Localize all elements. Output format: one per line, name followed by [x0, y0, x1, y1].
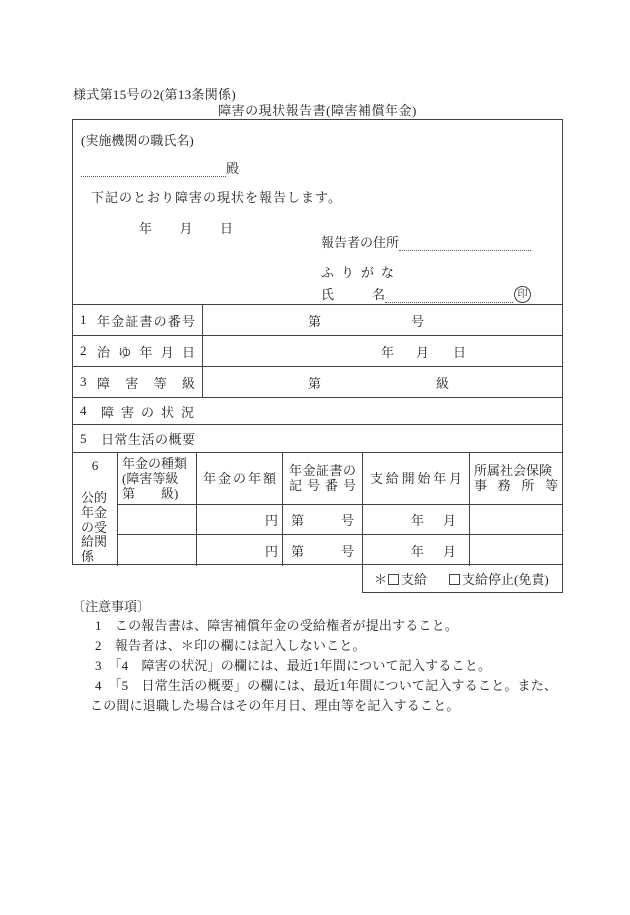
payment-start-header: 支給開始年月: [363, 453, 469, 505]
row3-value-cell[interactable]: 第 級: [308, 375, 450, 391]
name-label: 氏 名: [321, 287, 385, 302]
report-date-line[interactable]: 年月日: [139, 221, 233, 236]
seal-mark-icon: 印: [514, 286, 531, 303]
suspension-option: 支給停止(免責): [448, 569, 549, 588]
official-use-asterisk: ＊: [374, 572, 388, 587]
row1-label-cell: 1 年金証書の番号: [73, 305, 203, 335]
payment-option: 支給: [387, 569, 427, 588]
insurance-office-entry-1[interactable]: [470, 505, 562, 536]
row1-value-cell[interactable]: 第 号: [308, 313, 425, 329]
reporter-block: [321, 232, 531, 303]
col-certificate-number: [283, 453, 363, 566]
certificate-number-entry-1[interactable]: 第 号: [283, 505, 362, 536]
declaration-text: 下記のとおり障害の現状を報告します。: [91, 190, 342, 205]
section6-side-label: 公的年金の受給関係: [81, 490, 108, 565]
notes-section: [72, 598, 568, 716]
furigana-label: ふりがな: [321, 265, 402, 280]
reporter-address-row: [321, 232, 531, 251]
pension-type-entry-2[interactable]: [118, 535, 196, 566]
preamble-section: [73, 120, 562, 304]
insurance-office-header: 所属社会保険 事務所等: [470, 453, 562, 505]
note-item-2: 2 報告者は、＊印の欄には記入しないこと。: [95, 638, 366, 653]
form-box: [72, 119, 563, 565]
row-disability-condition[interactable]: 4 障害の状況: [73, 397, 562, 424]
agency-name-label: (実施機関の職氏名): [81, 133, 194, 148]
page-title: 障害の現状報告書(障害補償年金): [218, 103, 417, 118]
reporter-name-fill-field[interactable]: [385, 287, 513, 303]
col-pension-type: [118, 453, 197, 566]
addressee-fill-field[interactable]: [81, 161, 226, 177]
note-item-4: 4 「5 日常生活の概要」の欄には、最近1年間について記入すること。また、この間に退職した場合はその年月日、理由等を記入すること。: [90, 678, 558, 713]
payment-start-entry-2[interactable]: 年 月: [410, 544, 456, 560]
pension-type-entry-1[interactable]: [118, 505, 196, 536]
col-payment-start: [363, 453, 470, 566]
certificate-number-entry-2[interactable]: 第 号: [291, 544, 354, 560]
row2-label-cell: 2 治ゆ年月日: [73, 336, 203, 366]
annual-amount-entry-1[interactable]: 円: [197, 505, 282, 536]
row-recovery-date: [73, 335, 562, 366]
row2-value-cell[interactable]: 年 月 日: [381, 344, 467, 360]
row-disability-grade: [73, 366, 562, 397]
row-pension-certificate-number: [73, 304, 562, 335]
payment-start-entry-1[interactable]: 年 月: [363, 505, 469, 536]
col-insurance-office: [470, 453, 562, 566]
row3-label-cell: 3 障害等級: [73, 367, 203, 397]
pension-type-header: 年金の種類 (障害等級 第 級): [118, 453, 196, 505]
dono-suffix: 殿: [226, 161, 240, 176]
suspension-checkbox[interactable]: [449, 574, 460, 585]
section6-side-cell: 6 公的年金の受給関係: [73, 453, 118, 566]
payment-checkbox[interactable]: [388, 574, 399, 585]
row-daily-life-summary[interactable]: 5 日常生活の概要: [73, 424, 562, 452]
insurance-office-entry-2[interactable]: [470, 535, 562, 566]
reporter-address-label: 報告者の住所: [321, 235, 400, 250]
addressee-line: [81, 158, 239, 177]
reporter-name-row: [321, 284, 531, 303]
note-item-1: 1 この報告書は、障害補償年金の受給権者が提出すること。: [95, 618, 459, 633]
certificate-number-header: 年金証書の 記号番号: [283, 453, 362, 505]
reporter-address-fill-field[interactable]: [399, 235, 531, 251]
section6-public-pension-table: [73, 452, 562, 566]
annual-amount-entry-2[interactable]: 円: [264, 544, 278, 560]
note-item-3: 3 「4 障害の状況」の欄には、最近1年間について記入すること。: [95, 658, 492, 673]
payment-status-box: [362, 564, 563, 593]
notes-heading: 〔注意事項〕: [72, 599, 151, 614]
annual-amount-header: 年金の年額: [197, 453, 282, 505]
col-annual-amount: [197, 453, 283, 566]
form-number: 様式第15号の2(第13条関係): [73, 87, 236, 102]
